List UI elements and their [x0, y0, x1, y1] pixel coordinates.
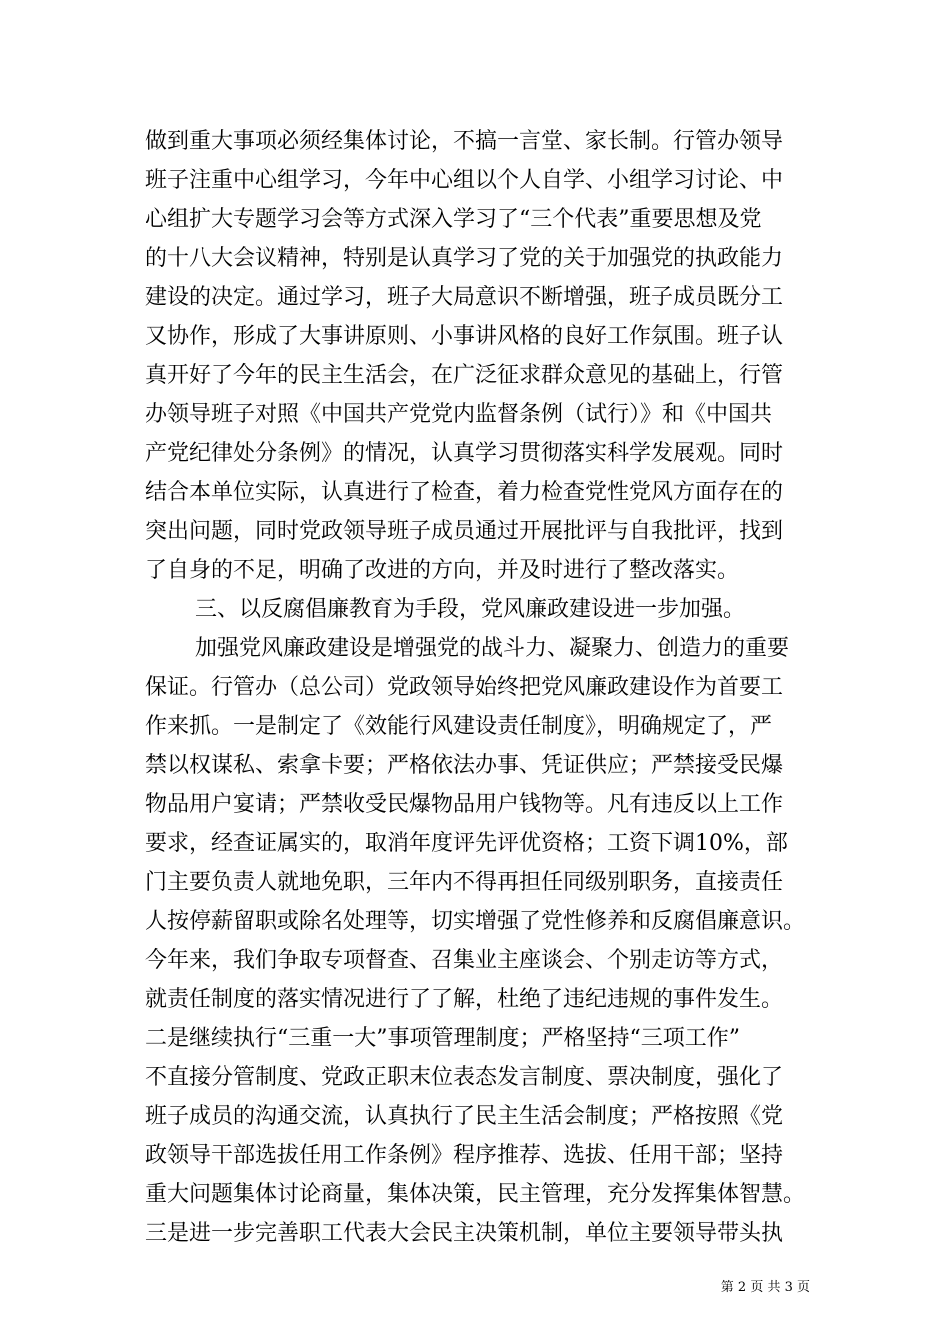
- paragraph-first-line: 加强党风廉政建设是增强党的战斗力、凝聚力、创造力的重要: [195, 636, 790, 661]
- text-line: 心组扩大专题学习会等方式深入学习了“三个代表”重要思想及党: [145, 207, 762, 232]
- text-line: 办领导班子对照《中国共产党党内监督条例（试行）》和《中国共: [145, 402, 773, 427]
- text-line: 今年来，我们争取专项督查、召集业主座谈会、个别走访等方式，: [145, 948, 784, 973]
- text-line: 三是进一步完善职工代表大会民主决策机制，单位主要领导带头执: [145, 1221, 784, 1246]
- text-line: 就责任制度的落实情况进行了了解，杜绝了违纪违规的事件发生。: [145, 987, 784, 1012]
- text-line: 重大问题集体讨论商量，集体决策，民主管理，充分发挥集体智慧。: [145, 1182, 805, 1207]
- text-line: 结合本单位实际，认真进行了检查，着力检查党性党风方面存在的: [145, 480, 784, 505]
- text-line: 班子成员的沟通交流，认真执行了民主生活会制度；严格按照《党: [145, 1104, 784, 1129]
- text-line: 真开好了今年的民主生活会，在广泛征求群众意见的基础上，行管: [145, 363, 784, 388]
- text-line: 产党纪律处分条例》的情况，认真学习贯彻落实科学发展观。同时: [145, 441, 784, 466]
- text-line: 做到重大事项必须经集体讨论，不搞一言堂、家长制。行管办领导: [145, 129, 784, 154]
- text-line: 保证。行管办（总公司）党政领导始终把党风廉政建设作为首要工: [145, 675, 784, 700]
- text-line: 突出问题，同时党政领导班子成员通过开展批评与自我批评，找到: [145, 519, 784, 544]
- text-line: 班子注重中心组学习，今年中心组以个人自学、小组学习讨论、中: [145, 168, 784, 193]
- text-line: 政领导干部选拔任用工作条例》程序推荐、选拔、任用干部；坚持: [145, 1143, 784, 1168]
- text-line: 了自身的不足，明确了改进的方向，并及时进行了整改落实。: [145, 558, 740, 583]
- text-line: 不直接分管制度、党政正职末位表态发言制度、票决制度，强化了: [145, 1065, 784, 1090]
- text-line: 门主要负责人就地免职，三年内不得再担任同级别职务，直接责任: [145, 870, 784, 895]
- text-line: 建设的决定。通过学习，班子大局意识不断增强，班子成员既分工: [145, 285, 784, 310]
- text-line: 又协作，形成了大事讲原则、小事讲风格的良好工作氛围。班子认: [145, 324, 784, 349]
- text-line: 要求，经查证属实的，取消年度评先评优资格；工资下调10%，部: [145, 831, 788, 856]
- text-line: 二是继续执行“三重一大”事项管理制度；严格坚持“三项工作”: [145, 1026, 740, 1051]
- page-number: 第 2 页 共 3 页: [720, 1280, 810, 1295]
- text-line: 作来抓。一是制定了《效能行风建设责任制度》，明确规定了，严: [145, 714, 773, 739]
- text-line: 的十八大会议精神，特别是认真学习了党的关于加强党的执政能力: [145, 246, 784, 271]
- text-line: 禁以权谋私、索拿卡要；严格依法办事、凭证供应；严禁接受民爆: [145, 753, 784, 778]
- text-line: 物品用户宴请；严禁收受民爆物品用户钱物等。凡有违反以上工作: [145, 792, 784, 817]
- document-body: [145, 122, 805, 1253]
- text-line: 人按停薪留职或除名处理等，切实增强了党性修养和反腐倡廉意识。: [145, 909, 805, 934]
- section-heading: 三、以反腐倡廉教育为手段，党风廉政建设进一步加强。: [195, 597, 746, 622]
